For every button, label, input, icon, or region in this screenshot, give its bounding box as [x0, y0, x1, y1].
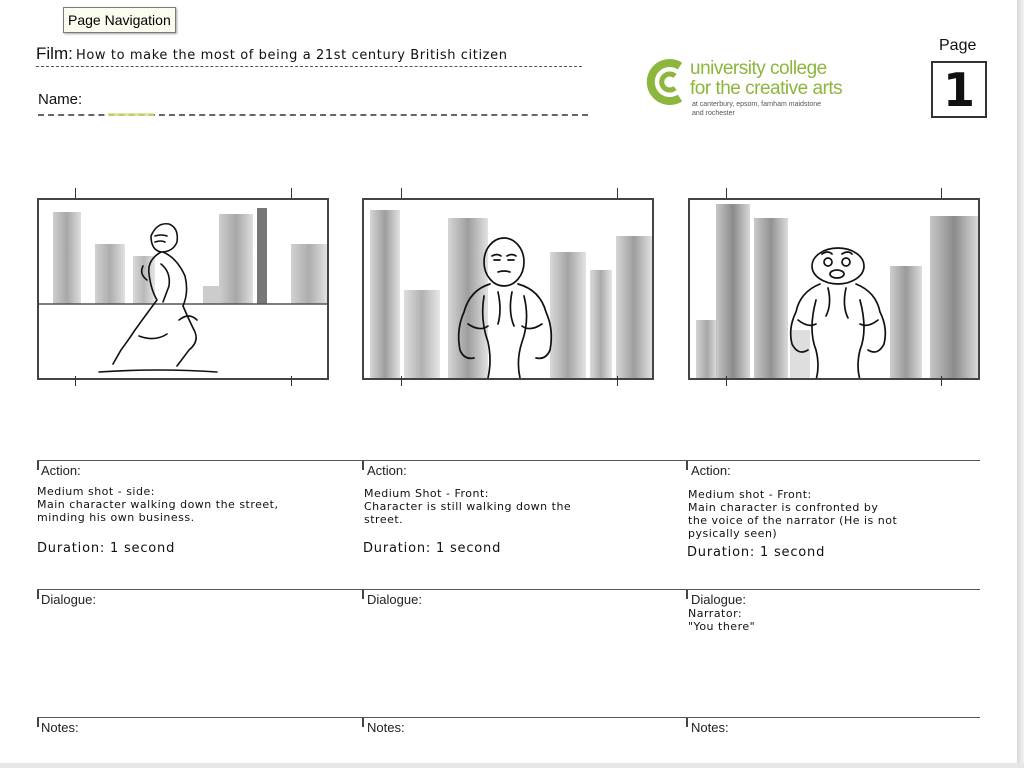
column-tick: [362, 461, 364, 470]
column-tick: [686, 461, 688, 470]
duration-3: Duration: 1 second: [687, 545, 826, 560]
action-line: pysically seen): [688, 527, 778, 540]
dialogue-label-1: Dialogue:: [41, 592, 96, 607]
storyboard-frame-1: [37, 198, 329, 380]
action-divider-line: [37, 460, 980, 461]
action-text-1: [37, 485, 279, 524]
film-label: Film:: [36, 44, 73, 63]
frame-tick: [75, 376, 76, 386]
frame-tick: [401, 376, 402, 386]
frame-tick: [726, 188, 727, 198]
notes-divider-line: [37, 717, 980, 718]
action-text-3: [688, 488, 897, 540]
frame-tick: [617, 376, 618, 386]
page-number-box: 1: [931, 61, 987, 118]
dialogue-text-3: [688, 607, 755, 633]
dialogue-label-3: Dialogue:: [691, 592, 746, 607]
notes-label-2: Notes:: [367, 720, 405, 735]
page-navigation-tooltip: Page Navigation: [63, 7, 176, 33]
action-line: Medium shot - side:: [37, 485, 155, 498]
film-title: How to make the most of being a 21st century British citizen: [76, 48, 508, 63]
column-tick: [362, 718, 364, 727]
action-line: Character is still walking down the: [364, 500, 572, 513]
film-underline: [36, 66, 582, 67]
column-tick: [37, 461, 39, 470]
column-tick: [37, 718, 39, 727]
frame-tick: [401, 188, 402, 198]
notes-label-1: Notes:: [41, 720, 79, 735]
storyboard-frame-2: [362, 198, 654, 380]
page-label: Page: [939, 37, 977, 54]
frame-tick: [726, 376, 727, 386]
frame-tick: [941, 376, 942, 386]
action-label-3: Action:: [691, 463, 731, 478]
logo-text-line2: for the creative arts: [690, 78, 843, 99]
action-label-1: Action:: [41, 463, 81, 478]
frame-2-sketch: [364, 200, 654, 380]
action-text-2: [364, 487, 571, 526]
page-bottom-edge: [0, 763, 1024, 768]
column-tick: [37, 590, 39, 599]
action-label-2: Action:: [367, 463, 407, 478]
dialogue-divider-line: [37, 589, 980, 590]
page-edge-shadow: [1017, 0, 1024, 768]
duration-1: Duration: 1 second: [37, 541, 176, 556]
name-highlight-mark: [108, 113, 154, 116]
frame-tick: [941, 188, 942, 198]
logo-c-icon: [646, 56, 690, 108]
logo-text-line1: university college: [690, 58, 827, 79]
ucca-logo: [646, 52, 866, 122]
frame-tick: [75, 188, 76, 198]
column-tick: [362, 590, 364, 599]
action-line: street.: [364, 513, 404, 526]
logo-subtitle: at canterbury, epsom, farnham maidstone and rochester: [692, 101, 822, 117]
frame-3-sketch: [690, 200, 980, 380]
dialogue-label-2: Dialogue:: [367, 592, 422, 607]
frame-tick: [291, 188, 292, 198]
action-line: Main character walking down the street,: [37, 498, 279, 511]
notes-label-3: Notes:: [691, 720, 729, 735]
storyboard-frame-3: [688, 198, 980, 380]
frame-tick: [291, 376, 292, 386]
dialogue-line: "You there": [688, 620, 756, 633]
column-tick: [686, 718, 688, 727]
action-line: Main character is confronted by: [688, 501, 879, 514]
column-tick: [686, 590, 688, 599]
dialogue-line: Narrator:: [688, 607, 743, 620]
action-line: the voice of the narrator (He is not: [688, 514, 898, 527]
duration-2: Duration: 1 second: [363, 541, 502, 556]
action-line: minding his own business.: [37, 511, 195, 524]
frame-tick: [617, 188, 618, 198]
name-label: Name:: [38, 91, 83, 108]
action-line: Medium Shot - Front:: [364, 487, 489, 500]
frame-1-sketch: [39, 200, 329, 380]
action-line: Medium shot - Front:: [688, 488, 812, 501]
